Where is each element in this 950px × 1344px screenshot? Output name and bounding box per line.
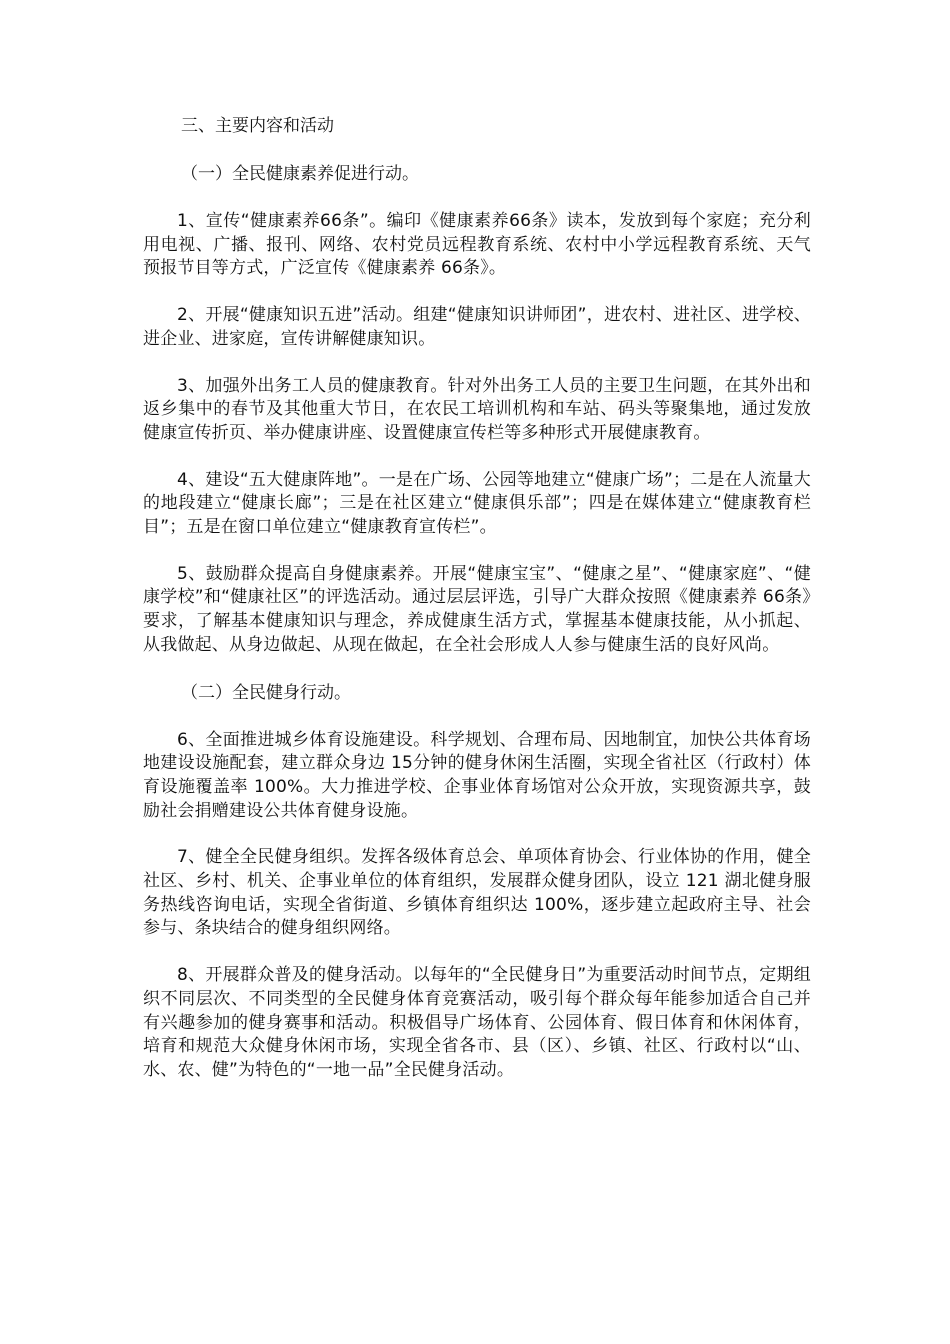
- paragraph-4: 4、建设“五大健康阵地”。一是在广场、公园等地建立“健康广场”；二是在人流量大的地段建立“健康长廊”；三是在社区建立“健康俱乐部”；四是在媒体建立“健康教育栏目”；五是在窗口单位建立“健康教育宣传栏”。: [143, 469, 811, 538]
- paragraph-8: 8、开展群众普及的健身活动。以每年的“全民健身日”为重要活动时间节点，定期组织不同层次、不同类型的全民健身体育竞赛活动，吸引每个群众每年能参加适合自己并有兴趣参加的健身赛事和活动。积极倡导广场体育、公园体育、假日体育和休闲体育，培育和规范大众健身休闲市场，实现全省各市、县（区）、乡镇、社区、行政村以“山、水、农、健”为特色的“一地一品”全民健身活动。: [143, 965, 811, 1080]
- document-body: [143, 114, 811, 1106]
- paragraph-2: 2、开展“健康知识五进”活动。组建“健康知识讲师团”，进农村、进社区、进学校、进企业、进家庭，宣传讲解健康知识。: [143, 305, 811, 349]
- section-heading: 三、主要内容和活动: [181, 116, 334, 136]
- paragraph-5: 5、鼓励群众提高自身健康素养。开展“健康宝宝”、“健康之星”、“健康家庭”、“健康学校”和“健康社区”的评选活动。通过层层评选，引导广大群众按照《健康素养 66条》要求，了解基本健康知识与理念，养成健康生活方式，掌握基本健康技能，从小抓起、从我做起、从身边做起、从现在做起，在全社会形成人人参与健康生活的良好风尚。: [143, 563, 811, 655]
- paragraph-1: 1、宣传“健康素养66条”。编印《健康素养66条》读本，发放到每个家庭；充分利用电视、广播、报刊、网络、农村党员远程教育系统、农村中小学远程教育系统、天气预报节目等方式，广泛宣传《健康素养 66条》。: [143, 211, 811, 279]
- paragraph-3: 3、加强外出务工人员的健康教育。针对外出务工人员的主要卫生问题，在其外出和返乡集中的春节及其他重大节日，在农民工培训机构和车站、码头等聚集地，通过发放健康宣传折页、举办健康讲座、设置健康宣传栏等多种形式开展健康教育。: [143, 375, 811, 443]
- subsection-heading-1: （一）全民健康素养促进行动。: [181, 164, 419, 184]
- subsection-heading-2: （二）全民健身行动。: [181, 682, 351, 703]
- paragraph-6: 6、全面推进城乡体育设施建设。科学规划、合理布局、因地制宜，加快公共体育场地建设设施配套，建立群众身边 15分钟的健身休闲生活圈，实现全省社区（行政村）体育设施覆盖率 100%。大力推进学校、企事业体育场馆对公众开放，实现资源共享，鼓励社会捐赠建设公共体育健身设施。: [143, 729, 811, 821]
- paragraph-7: 7、健全全民健身组织。发挥各级体育总会、单项体育协会、行业体协的作用，健全社区、乡村、机关、企事业单位的体育组织，发展群众健身团队，设立 121 湖北健身服务热线咨询电话，实现全省街道、乡镇体育组织达 100%，逐步建立起政府主导、社会参与、条块结合的健身组织网络。: [143, 847, 811, 939]
